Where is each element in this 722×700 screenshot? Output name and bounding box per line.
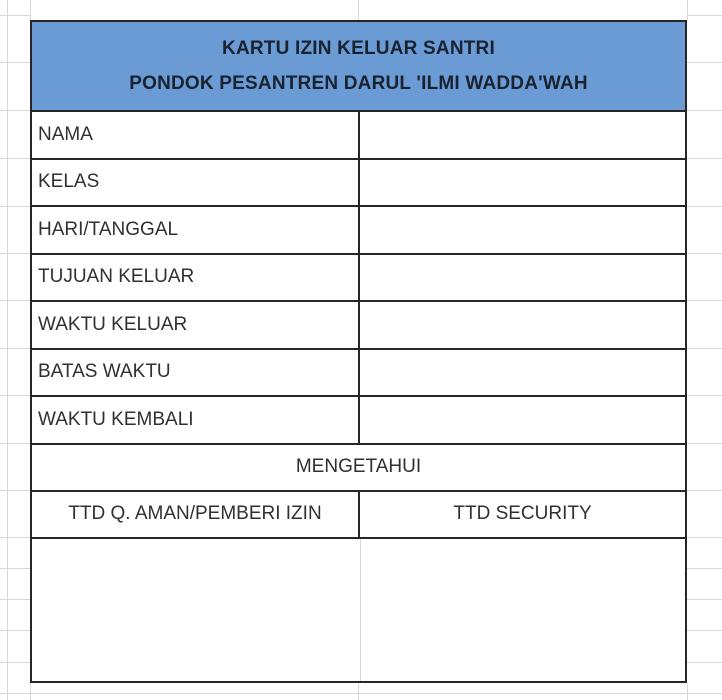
- field-label: NAMA: [38, 123, 93, 145]
- gridline-horizontal: [687, 490, 722, 491]
- field-label: KELAS: [38, 171, 100, 193]
- field-label-cell[interactable]: [32, 350, 360, 396]
- gridline-horizontal: [0, 253, 30, 254]
- card-subtitle: PONDOK PESANTREN DARUL 'ILMI WADDA'WAH: [129, 73, 588, 95]
- card-title: KARTU IZIN KELUAR SANTRI: [222, 37, 495, 59]
- field-value-cell[interactable]: [360, 302, 685, 348]
- field-value-cell[interactable]: [360, 112, 685, 158]
- gridline-horizontal: [0, 300, 30, 301]
- gridline-horizontal: [687, 395, 722, 396]
- field-rows: [32, 112, 685, 445]
- field-value-cell[interactable]: [360, 160, 685, 206]
- gridline-vertical: [358, 0, 359, 20]
- signature-label-left: TTD Q. AMAN/PEMBERI IZIN: [68, 503, 322, 524]
- gridline-horizontal: [0, 158, 30, 159]
- signature-label-cell-right[interactable]: [360, 492, 685, 537]
- signature-box-left[interactable]: [32, 539, 360, 682]
- gridline-horizontal: [687, 206, 722, 207]
- gridline-horizontal: [687, 443, 722, 444]
- field-label-cell[interactable]: [32, 255, 360, 301]
- section-header-cell[interactable]: [32, 445, 685, 492]
- gridline-horizontal: [0, 568, 30, 569]
- gridline-horizontal: [687, 568, 722, 569]
- gridline-horizontal: [0, 443, 30, 444]
- gridline-horizontal: [687, 15, 722, 16]
- field-label-cell[interactable]: [32, 160, 360, 206]
- gridline-horizontal: [687, 62, 722, 63]
- gridline-horizontal: [0, 693, 722, 694]
- gridline-vertical: [687, 0, 688, 20]
- gridline-horizontal: [0, 348, 30, 349]
- field-row: [32, 350, 685, 398]
- gridline-vertical: [30, 683, 31, 700]
- field-label-cell[interactable]: [32, 302, 360, 348]
- signature-label-row: [32, 492, 685, 539]
- gridline-horizontal: [687, 630, 722, 631]
- field-value-cell[interactable]: [360, 255, 685, 301]
- gridline-horizontal: [0, 110, 30, 111]
- field-label-cell[interactable]: [32, 397, 360, 443]
- gridline-vertical: [687, 683, 688, 700]
- gridline-horizontal: [0, 537, 30, 538]
- signature-label-cell-left[interactable]: [32, 492, 360, 537]
- signature-label-right: TTD SECURITY: [453, 503, 592, 524]
- gridline-horizontal: [687, 253, 722, 254]
- gridline-horizontal: [687, 158, 722, 159]
- gridline-horizontal: [687, 537, 722, 538]
- gridline-horizontal: [0, 15, 30, 16]
- field-value-cell[interactable]: [360, 350, 685, 396]
- signature-box-right[interactable]: [360, 539, 685, 682]
- gridline-horizontal: [687, 662, 722, 663]
- gridline-vertical: [30, 0, 31, 20]
- gridline-horizontal: [0, 630, 30, 631]
- field-label: HARI/TANGGAL: [38, 218, 179, 240]
- gridline-horizontal: [0, 599, 30, 600]
- field-label: TUJUAN KELUAR: [38, 266, 195, 288]
- field-value-cell[interactable]: [360, 397, 685, 443]
- section-header-label: MENGETAHUI: [295, 456, 422, 477]
- gridline-horizontal: [687, 599, 722, 600]
- exit-permit-card: [30, 20, 687, 683]
- field-label: WAKTU KEMBALI: [38, 408, 194, 430]
- gridline-horizontal: [0, 62, 30, 63]
- gridline-horizontal: [0, 662, 30, 663]
- field-row: [32, 160, 685, 208]
- field-row: [32, 255, 685, 303]
- gridline-vertical: [358, 683, 359, 700]
- signature-area: [32, 539, 685, 682]
- gridline-vertical: [7, 0, 8, 700]
- gridline-horizontal: [687, 300, 722, 301]
- field-label-cell[interactable]: [32, 207, 360, 253]
- field-row: [32, 302, 685, 350]
- gridline-horizontal: [687, 110, 722, 111]
- gridline-horizontal: [0, 395, 30, 396]
- field-label: BATAS WAKTU: [38, 361, 171, 383]
- field-row: [32, 207, 685, 255]
- gridline-horizontal: [687, 348, 722, 349]
- gridline-horizontal: [0, 490, 30, 491]
- card-header-cell[interactable]: [32, 22, 685, 112]
- field-row: [32, 112, 685, 160]
- field-label: WAKTU KELUAR: [38, 313, 188, 335]
- field-value-cell[interactable]: [360, 207, 685, 253]
- field-label-cell[interactable]: [32, 112, 360, 158]
- gridline-horizontal: [0, 206, 30, 207]
- field-row: [32, 397, 685, 445]
